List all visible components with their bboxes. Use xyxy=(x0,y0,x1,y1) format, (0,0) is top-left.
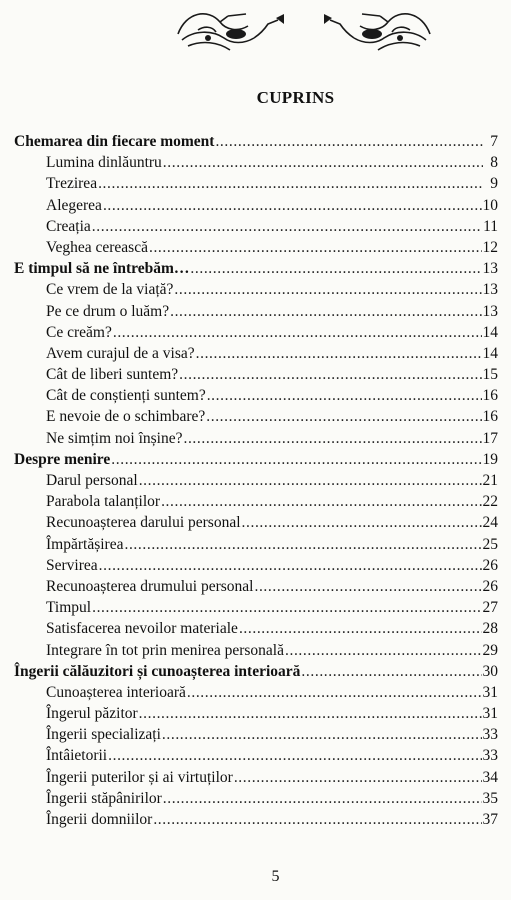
toc-entry-page: 28 xyxy=(482,620,498,638)
toc-entry-label: Îngerii călăuzitori și cunoașterea interioară xyxy=(14,662,301,680)
toc-entry-label: Recunoașterea darului personal xyxy=(46,514,241,532)
toc-section-entry xyxy=(14,279,498,300)
toc-section-entry xyxy=(14,322,498,343)
toc-section-entry xyxy=(14,428,498,449)
toc-entry-page: 35 xyxy=(482,789,498,807)
toc-entry-label: E timpul să ne întrebăm… xyxy=(14,260,190,278)
toc-section-entry xyxy=(14,724,498,745)
toc-section-entry xyxy=(14,576,498,597)
toc-entry-page: 21 xyxy=(482,472,498,489)
toc-section-entry xyxy=(14,216,498,237)
toc-chapter-entry xyxy=(14,131,498,152)
toc-entry-page: 10 xyxy=(482,196,498,214)
toc-entry-page: 17 xyxy=(482,429,498,447)
toc-section-entry xyxy=(14,767,498,788)
toc-entry-page: 33 xyxy=(482,747,498,765)
toc-entry-label: Întâietorii xyxy=(46,747,108,765)
toc-entry-label: Despre menire xyxy=(14,450,111,468)
dot-leader xyxy=(98,173,483,194)
dot-leader xyxy=(239,618,482,639)
dot-leader xyxy=(153,809,481,830)
toc-section-entry xyxy=(14,237,498,258)
toc-entry-page: 33 xyxy=(482,726,498,744)
toc-entry-label: Îngerii stăpânirilor xyxy=(46,789,162,807)
toc-entry-label: Chemarea din fiecare moment xyxy=(14,133,215,150)
toc-section-entry xyxy=(14,152,498,173)
toc-entry-page: 37 xyxy=(482,811,498,828)
toc-entry-label: Îngerii specializați xyxy=(46,726,161,744)
toc-section-entry xyxy=(14,406,498,427)
toc-entry-page: 14 xyxy=(482,323,498,341)
dot-leader xyxy=(111,449,481,470)
toc-entry-page: 13 xyxy=(482,281,498,299)
toc-section-entry xyxy=(14,364,498,385)
dot-leader xyxy=(174,279,481,300)
toc-section-entry xyxy=(14,682,498,703)
dot-leader xyxy=(301,661,481,682)
toc-chapter-entry xyxy=(14,449,498,470)
toc-entry-page: 15 xyxy=(482,366,498,384)
toc-section-entry xyxy=(14,618,498,639)
toc-entry-label: Împărtășirea xyxy=(46,535,124,553)
table-of-contents xyxy=(14,131,498,830)
toc-entry-page: 31 xyxy=(482,705,498,723)
toc-entry-page: 27 xyxy=(482,599,498,617)
dot-leader xyxy=(162,724,482,745)
toc-entry-label: Creația xyxy=(46,217,91,235)
toc-entry-page: 13 xyxy=(482,260,498,278)
toc-section-entry xyxy=(14,555,498,576)
toc-chapter-entry xyxy=(14,258,498,279)
toc-section-entry xyxy=(14,301,498,322)
toc-section-entry xyxy=(14,470,498,491)
toc-entry-page: 24 xyxy=(482,514,498,532)
dot-leader xyxy=(92,597,481,618)
dot-leader xyxy=(113,322,482,343)
dot-leader xyxy=(108,745,481,766)
toc-entry-label: E nevoie de o schimbare? xyxy=(46,408,206,426)
toc-section-entry xyxy=(14,512,498,533)
toc-entry-label: Ce creăm? xyxy=(46,323,112,341)
dot-leader xyxy=(254,576,481,597)
toc-entry-label: Alegerea xyxy=(46,196,102,214)
dot-leader xyxy=(163,152,483,173)
toc-entry-page: 26 xyxy=(482,577,498,595)
toc-section-entry xyxy=(14,173,498,194)
dot-leader xyxy=(170,301,481,322)
toc-entry-label: Veghea cerească xyxy=(46,238,148,256)
toc-entry-label: Cât de liberi suntem? xyxy=(46,366,179,384)
toc-entry-page: 7 xyxy=(490,133,498,150)
toc-section-entry xyxy=(14,640,498,661)
toc-entry-page: 29 xyxy=(482,641,498,659)
toc-entry-label: Servirea xyxy=(46,556,98,574)
toc-chapter-entry xyxy=(14,661,498,682)
toc-entry-label: Îngerii domniilor xyxy=(46,811,153,828)
toc-entry-label: Timpul xyxy=(46,599,92,617)
toc-entry-label: Cunoașterea interioară xyxy=(46,683,186,701)
toc-section-entry xyxy=(14,809,498,830)
angels-ornament-icon xyxy=(168,4,440,58)
toc-entry-page: 16 xyxy=(482,408,498,426)
toc-section-entry xyxy=(14,745,498,766)
toc-entry-page: 25 xyxy=(482,535,498,553)
dot-leader xyxy=(139,703,482,724)
toc-section-entry xyxy=(14,385,498,406)
toc-section-entry xyxy=(14,534,498,555)
dot-leader xyxy=(183,428,481,449)
toc-section-entry xyxy=(14,491,498,512)
toc-entry-page: 9 xyxy=(490,175,498,193)
dot-leader xyxy=(163,788,482,809)
dot-leader xyxy=(124,534,481,555)
dot-leader xyxy=(242,512,482,533)
toc-section-entry xyxy=(14,343,498,364)
toc-entry-page: 11 xyxy=(483,217,498,235)
toc-entry-label: Ne simțim noi înșine? xyxy=(46,429,183,447)
toc-entry-page: 26 xyxy=(482,556,498,574)
toc-entry-label: Îngerul păzitor xyxy=(46,705,138,723)
page-title: CUPRINS xyxy=(256,88,335,107)
toc-entry-label: Integrare în tot prin menirea personală xyxy=(46,641,284,659)
toc-entry-label: Trezirea xyxy=(46,175,98,193)
toc-entry-label: Pe ce drum o luăm? xyxy=(46,302,170,320)
toc-entry-page: 19 xyxy=(482,450,498,468)
toc-entry-label: Recunoașterea drumului personal xyxy=(46,577,254,595)
toc-section-entry xyxy=(14,788,498,809)
toc-section-entry xyxy=(14,597,498,618)
toc-section-entry xyxy=(14,195,498,216)
toc-entry-page: 34 xyxy=(482,768,498,786)
toc-section-entry xyxy=(14,703,498,724)
dot-leader xyxy=(179,364,481,385)
toc-entry-page: 14 xyxy=(482,344,498,362)
toc-entry-page: 12 xyxy=(482,238,498,256)
toc-entry-label: Lumina dinlăuntru xyxy=(46,154,162,172)
dot-leader xyxy=(92,216,482,237)
toc-entry-page: 16 xyxy=(482,387,498,405)
toc-entry-label: Cât de conștienți suntem? xyxy=(46,387,206,405)
toc-entry-page: 13 xyxy=(482,302,498,320)
dot-leader xyxy=(285,640,482,661)
dot-leader xyxy=(187,682,482,703)
dot-leader xyxy=(234,767,482,788)
dot-leader xyxy=(139,470,482,491)
page-number: 5 xyxy=(271,868,280,885)
dot-leader xyxy=(99,555,482,576)
dot-leader xyxy=(149,237,482,258)
toc-entry-label: Ce vrem de la viață? xyxy=(46,281,174,299)
dot-leader xyxy=(161,491,481,512)
toc-entry-label: Avem curajul de a visa? xyxy=(46,344,195,362)
toc-entry-label: Îngerii puterilor și ai virtuților xyxy=(46,768,233,786)
dot-leader xyxy=(215,131,483,152)
dot-leader xyxy=(206,406,481,427)
toc-entry-label: Parabola talanților xyxy=(46,493,161,511)
dot-leader xyxy=(103,195,482,216)
toc-entry-page: 30 xyxy=(482,662,498,680)
toc-entry-page: 22 xyxy=(482,493,498,511)
toc-entry-label: Darul personal xyxy=(46,472,138,489)
dot-leader xyxy=(207,385,482,406)
toc-entry-page: 8 xyxy=(490,154,498,172)
dot-leader xyxy=(190,258,481,279)
dot-leader xyxy=(196,343,482,364)
toc-entry-page: 31 xyxy=(482,683,498,701)
toc-entry-label: Satisfacerea nevoilor materiale xyxy=(46,620,238,638)
